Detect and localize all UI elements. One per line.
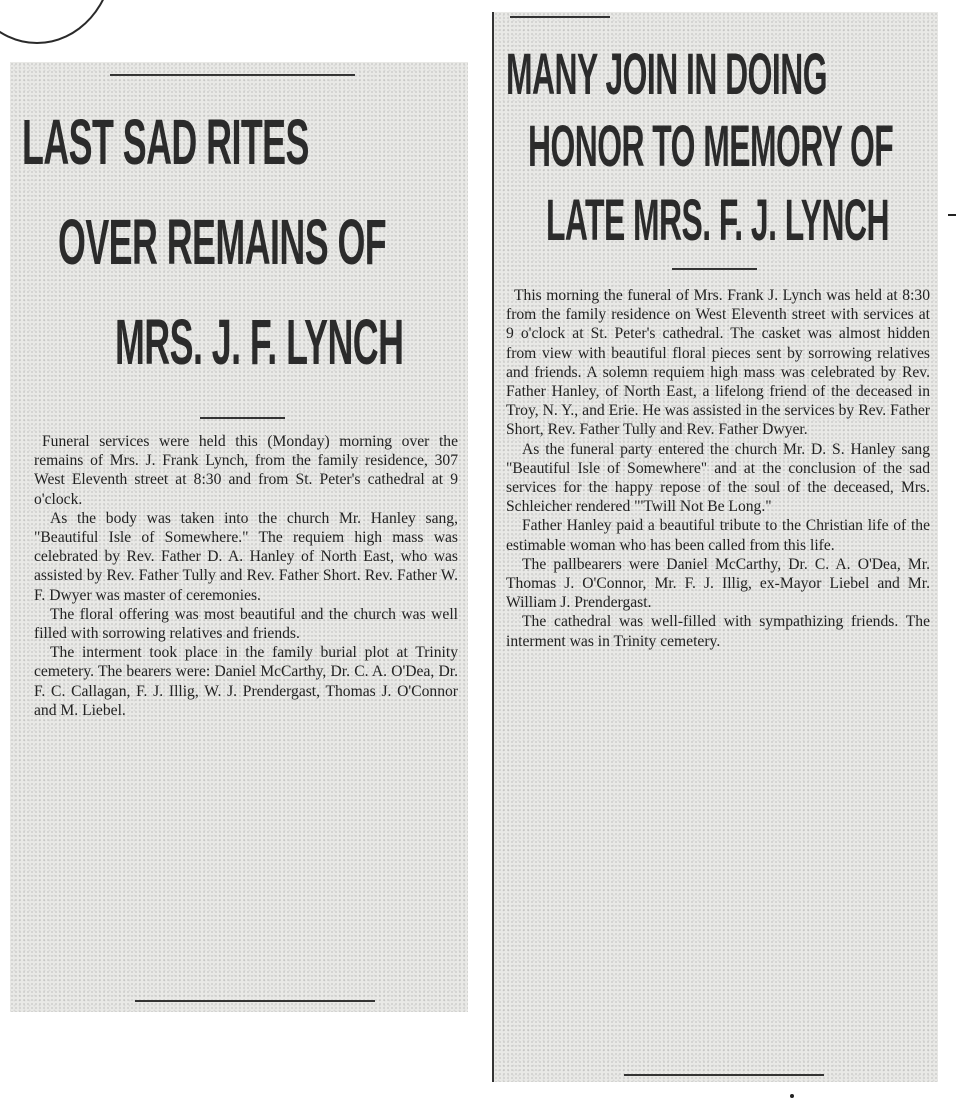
top-rule bbox=[510, 16, 610, 18]
bottom-rule bbox=[624, 1074, 824, 1076]
left-news-clipping bbox=[10, 62, 468, 1012]
paragraph: As the body was taken into the church Mr. Hanley sang, "Beautiful Isle of Somewhere." The requiem high mass was celebrated by Rev. Father D. A. Hanley of North East, who was assisted by Rev. Father Tully and Rev. Father Short. Rev. Father W. F. Dwyer was master of ceremonies. bbox=[34, 509, 458, 604]
headline-line-1: LAST SAD RITES bbox=[22, 106, 309, 178]
paragraph: The pallbearers were Daniel McCarthy, Dr. C. A. O'Dea, Mr. Thomas J. O'Connor, Mr. F. J. Illig, ex-Mayor Liebel and Mr. William J. Prendergast. bbox=[506, 555, 930, 612]
headline-line-3: LATE MRS. F. J. LYNCH bbox=[546, 188, 889, 253]
headline-line-1: MANY JOIN IN DOING bbox=[506, 42, 827, 107]
bottom-rule bbox=[135, 1000, 375, 1002]
paragraph: The floral offering was most beautiful and the church was well filled with sorrowing relatives and friends. bbox=[34, 605, 458, 643]
stray-dot-mark bbox=[790, 1094, 794, 1098]
stray-tick-mark bbox=[948, 214, 956, 216]
top-rule bbox=[110, 74, 355, 76]
pen-mark-arc bbox=[0, 0, 114, 44]
paragraph: Funeral services were held this (Monday) morning over the remains of Mrs. J. Frank Lynch, from the family residence, 307 West Eleventh street at 8:30 and from St. Peter's cathedral at 9 o'clock. bbox=[34, 433, 458, 508]
paragraph: The cathedral was well-filled with sympathizing friends. The interment was in Trinity cemetery. bbox=[506, 613, 930, 650]
headline-line-2: HONOR TO MEMORY OF bbox=[528, 114, 894, 179]
headline-divider-rule bbox=[672, 268, 757, 270]
headline-line-3: MRS. J. F. LYNCH bbox=[115, 306, 404, 378]
article-body bbox=[34, 432, 458, 720]
paragraph: The interment took place in the family burial plot at Trinity cemetery. The bearers were: Daniel McCarthy, Dr. C. A. O'Dea, Dr. F. C. Callagan, F. J. Illig, W. J. Prendergast, Thomas J. O'Connor and M. Liebel. bbox=[34, 644, 458, 719]
paragraph: Father Hanley paid a beautiful tribute to the Christian life of the estimable woman who has been called from this life. bbox=[506, 517, 930, 554]
right-news-clipping bbox=[492, 12, 938, 1082]
paragraph: This morning the funeral of Mrs. Frank J. Lynch was held at 8:30 from the family residence on West Eleventh street with services at 9 o'clock at St. Peter's cathedral. The casket was almost hidden from view with beautiful floral pieces sent by sorrowing relatives and friends. A solemn requiem high mass was celebrated by Rev. Father Hanley, of North East, a lifelong friend of the deceased in Troy, N. Y., and Erie. He was assisted in the services by Rev. Father Short, Rev. Father Tully and Rev. Father Dwyer. bbox=[506, 287, 930, 439]
headline-divider-rule bbox=[200, 417, 285, 419]
headline-line-2: OVER REMAINS OF bbox=[58, 206, 387, 278]
article-body bbox=[506, 286, 930, 651]
paragraph: As the funeral party entered the church Mr. D. S. Hanley sang "Beautiful Isle of Somewhere" and at the conclusion of the sad services for the happy repose of the soul of the deceased, Mrs. Schleicher rendered "'Twill Not Be Long." bbox=[506, 440, 930, 516]
